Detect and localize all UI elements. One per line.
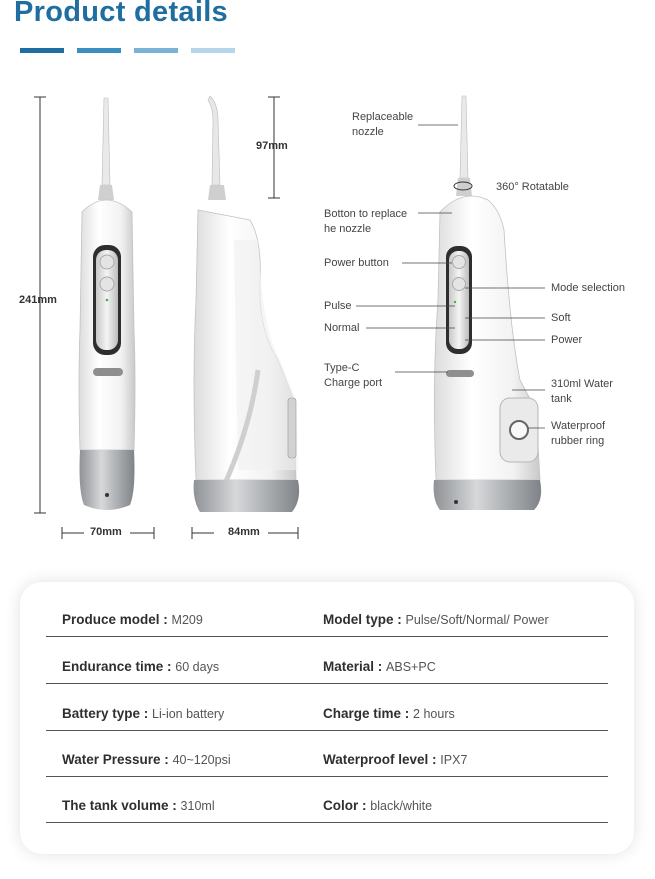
side-view — [194, 96, 300, 512]
row-divider — [46, 776, 608, 777]
callout-normal: Normal — [324, 322, 360, 334]
spec-right-2 — [323, 706, 455, 721]
row-divider — [46, 636, 608, 637]
callout-text: Botton to replace — [324, 208, 408, 220]
row-divider — [46, 822, 608, 823]
callout-mode-selection: Mode selection — [551, 282, 625, 294]
callout-type-c — [324, 361, 382, 391]
callout-text: 310ml Water — [551, 378, 613, 390]
specs-panel — [20, 582, 634, 854]
spec-left-1 — [62, 659, 219, 674]
callout-button-replace — [324, 207, 407, 237]
callout-power: Power — [551, 334, 583, 346]
spec-left-3 — [62, 752, 231, 767]
detail-view — [434, 96, 542, 510]
spec-left-0 — [62, 612, 203, 627]
callout-soft: Soft — [551, 312, 571, 324]
spec-value: M209 — [171, 613, 203, 627]
spec-key: Model type : — [323, 612, 402, 627]
spec-value: black/white — [370, 799, 433, 813]
nozzle-length-label: 97mm — [256, 140, 288, 152]
spec-key: The tank volume : — [62, 798, 177, 813]
spec-key: Charge time : — [323, 706, 410, 721]
spec-key: Battery type : — [62, 706, 149, 721]
spec-right-1 — [323, 659, 436, 674]
front-width-label: 70mm — [90, 526, 122, 538]
callout-text: Type-C — [324, 362, 360, 374]
callout-rubber-ring — [551, 419, 605, 449]
callout-power-button: Power button — [324, 257, 389, 269]
spec-right-3 — [323, 752, 467, 767]
spec-value: Li-ion battery — [152, 707, 225, 721]
page-title: Product details — [14, 0, 228, 28]
spec-value: Pulse/Soft/Normal/ Power — [405, 613, 549, 627]
side-width-label: 84mm — [228, 526, 260, 538]
spec-value: 60 days — [175, 660, 220, 674]
callout-water-tank — [551, 377, 613, 407]
callout-text: nozzle — [352, 126, 384, 138]
callout-text: rubber ring — [551, 435, 605, 447]
callout-text: Waterproof — [551, 420, 606, 432]
front-view — [79, 98, 135, 510]
spec-key: Waterproof level : — [323, 752, 437, 767]
spec-left-2 — [62, 706, 224, 721]
callout-text: tank — [551, 393, 572, 405]
spec-key: Produce model : — [62, 612, 168, 627]
spec-value: 310ml — [180, 799, 215, 813]
height-label: 241mm — [19, 294, 57, 306]
spec-key: Color : — [323, 798, 367, 813]
callout-pulse: Pulse — [324, 300, 352, 312]
callout-text: he nozzle — [324, 223, 372, 235]
spec-right-0 — [323, 612, 549, 627]
spec-left-4 — [62, 798, 215, 813]
spec-value: 40~120psi — [172, 753, 231, 767]
spec-key: Water Pressure : — [62, 752, 169, 767]
spec-right-4 — [323, 798, 432, 813]
spec-key: Material : — [323, 659, 383, 674]
callout-rotatable: 360° Rotatable — [496, 181, 569, 193]
spec-value: 2 hours — [413, 707, 455, 721]
row-divider — [46, 730, 608, 731]
spec-key: Endurance time : — [62, 659, 172, 674]
callout-text: Replaceable — [352, 111, 414, 123]
spec-value: IPX7 — [440, 753, 468, 767]
callout-replaceable-nozzle — [352, 110, 413, 140]
spec-value: ABS+PC — [386, 660, 436, 674]
row-divider — [46, 683, 608, 684]
callout-text: Charge port — [324, 377, 383, 389]
